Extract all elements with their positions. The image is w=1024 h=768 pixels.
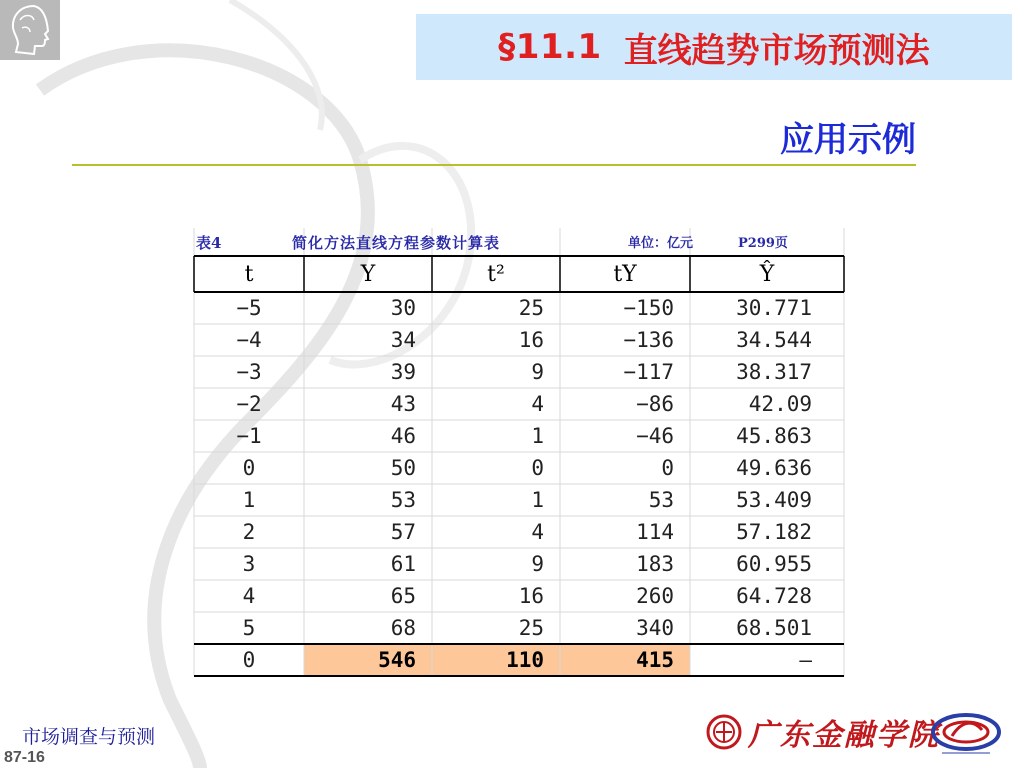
cell-y: 53 <box>390 488 416 512</box>
cell-y-hat: 38.317 <box>736 360 812 384</box>
cell-ty: 183 <box>636 552 674 576</box>
cell-y: 34 <box>390 328 416 352</box>
header-t: t <box>244 262 254 287</box>
cell-t: 0 <box>242 456 256 480</box>
cell-t: 2 <box>242 520 256 544</box>
course-title: 市场调查与预测 <box>22 726 156 748</box>
head-logo-icon <box>0 0 60 60</box>
cell-ty: −150 <box>623 296 674 320</box>
oval-emblem-icon <box>928 710 1004 762</box>
cell-t: 1 <box>242 488 256 512</box>
total-cell-y-hat: — <box>799 648 812 672</box>
title-divider <box>72 164 916 166</box>
school-name: 广东金融学院 <box>748 718 940 753</box>
cell-y: 68 <box>390 616 416 640</box>
cell-t: 5 <box>242 616 256 640</box>
cell-t: 3 <box>242 552 256 576</box>
cell-t-squared: 1 <box>531 424 544 448</box>
cell-y: 30 <box>390 296 416 320</box>
cell-t: −2 <box>236 392 262 416</box>
cell-t-squared: 25 <box>518 296 544 320</box>
slide-subtitle: 应用示例 <box>780 120 916 160</box>
table-description: 简化方法直线方程参数计算表 <box>292 234 501 252</box>
cell-ty: 53 <box>648 488 674 512</box>
cell-t: −5 <box>236 296 262 320</box>
cell-t: 4 <box>242 584 256 608</box>
cell-t-squared: 4 <box>531 392 544 416</box>
school-emblem-icon <box>706 714 742 750</box>
cell-y: 46 <box>390 424 416 448</box>
cell-y-hat: 64.728 <box>736 584 812 608</box>
cell-t-squared: 9 <box>531 360 544 384</box>
header-t-squared: t² <box>487 262 505 287</box>
cell-y-hat: 49.636 <box>736 456 812 480</box>
cell-t-squared: 16 <box>518 584 544 608</box>
cell-y: 57 <box>390 520 416 544</box>
cell-y: 61 <box>390 552 416 576</box>
page-number: 87-16 <box>4 749 45 766</box>
cell-t-squared: 25 <box>518 616 544 640</box>
cell-t: −1 <box>236 424 262 448</box>
cell-ty: 260 <box>636 584 674 608</box>
cell-t: −3 <box>236 360 262 384</box>
cell-t-squared: 9 <box>531 552 544 576</box>
cell-y-hat: 45.863 <box>736 424 812 448</box>
cell-t-squared: 1 <box>531 488 544 512</box>
table-unit: 单位：亿元 <box>628 236 694 251</box>
section-title: 直线趋势市场预测法 <box>623 30 930 71</box>
cell-y: 65 <box>390 584 416 608</box>
cell-y-hat: 60.955 <box>736 552 812 576</box>
cell-ty: −86 <box>636 392 674 416</box>
section-number: §11.1 <box>498 27 602 67</box>
table-page-ref: P299页 <box>738 236 788 251</box>
slide-title-bar <box>416 14 1012 80</box>
total-cell-t-squared: 110 <box>506 648 544 672</box>
cell-t-squared: 16 <box>518 328 544 352</box>
cell-y-hat: 34.544 <box>736 328 812 352</box>
cell-y-hat: 30.771 <box>736 296 812 320</box>
cell-y: 50 <box>390 456 416 480</box>
cell-y-hat: 42.09 <box>748 392 812 416</box>
header-ty: tY <box>613 262 637 287</box>
cell-t-squared: 0 <box>531 456 544 480</box>
header-y-hat: Ŷ <box>759 262 775 287</box>
cell-y: 39 <box>390 360 416 384</box>
total-cell-y: 546 <box>378 648 416 672</box>
cell-ty: 0 <box>661 456 674 480</box>
cell-t: −4 <box>236 328 262 352</box>
cell-t-squared: 4 <box>531 520 544 544</box>
cell-y-hat: 68.501 <box>736 616 812 640</box>
total-cell-ty: 415 <box>636 648 674 672</box>
cell-y-hat: 57.182 <box>736 520 812 544</box>
cell-ty: 340 <box>636 616 674 640</box>
cell-ty: −136 <box>623 328 674 352</box>
cell-y-hat: 53.409 <box>736 488 812 512</box>
cell-ty: 114 <box>636 520 674 544</box>
header-y: Y <box>360 262 376 287</box>
cell-ty: −46 <box>636 424 674 448</box>
total-cell-t: 0 <box>242 648 256 672</box>
cell-ty: −117 <box>623 360 674 384</box>
table-number: 表4 <box>196 234 222 252</box>
cell-y: 43 <box>390 392 416 416</box>
school-logo <box>706 710 940 754</box>
